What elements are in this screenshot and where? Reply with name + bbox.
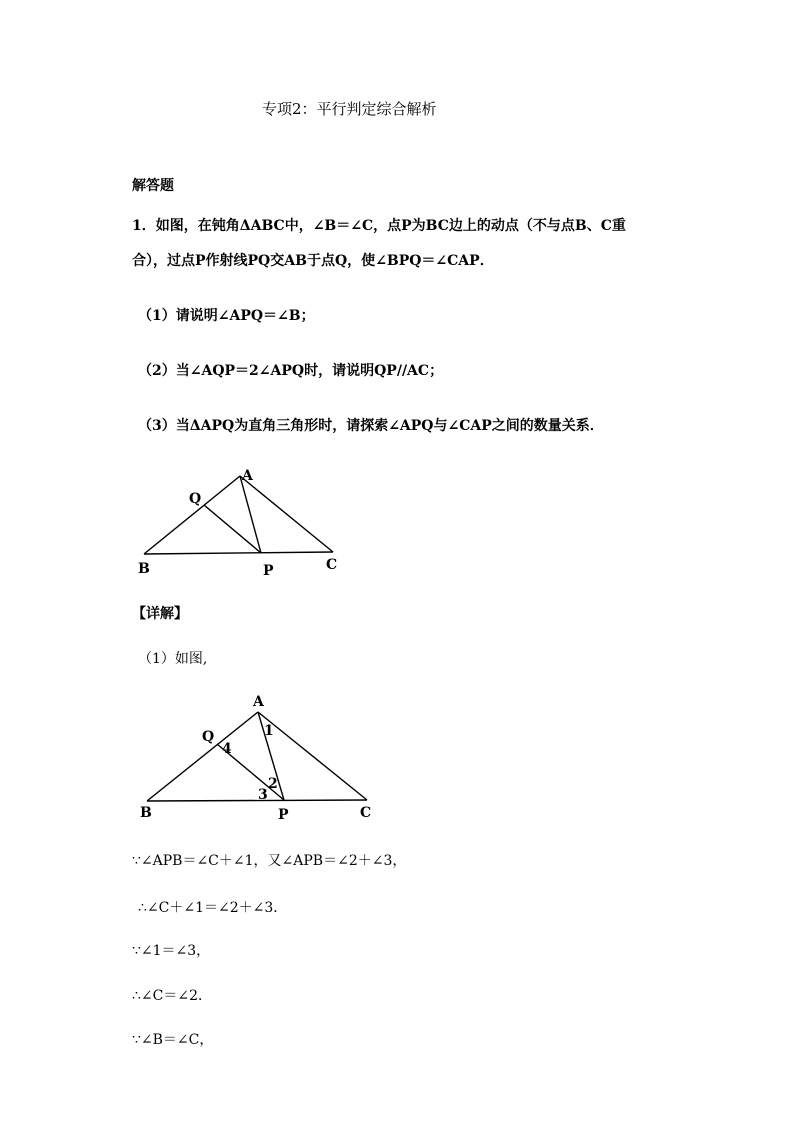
segment-qp bbox=[204, 505, 261, 553]
solution-figure bbox=[130, 690, 390, 825]
problem-line-1: 1．如图，在钝角ΔABC中，∠B＝∠C，点P为BC边上的动点（不与点B、C重 bbox=[132, 218, 626, 234]
problem-figure bbox=[130, 462, 360, 587]
angle-label-4: 4 bbox=[222, 741, 232, 757]
angle-label-2: 2 bbox=[268, 776, 278, 792]
segment-ab bbox=[147, 712, 258, 801]
label-q: Q bbox=[189, 491, 202, 507]
label-c: C bbox=[326, 557, 338, 573]
angle-label-3: 3 bbox=[258, 787, 268, 803]
segment-bc bbox=[147, 800, 367, 801]
solution-step-2: ∴∠C＋∠1＝∠2＋∠3． bbox=[138, 900, 288, 916]
solution-step-5: ∵∠B＝∠C， bbox=[132, 1032, 214, 1048]
label-q: Q bbox=[202, 729, 215, 745]
label-a: A bbox=[253, 694, 264, 710]
problem-part-3: （3）当ΔAPQ为直角三角形时，请探索∠APQ与∠CAP之间的数量关系． bbox=[138, 418, 604, 434]
segment-bc bbox=[144, 552, 333, 554]
label-c: C bbox=[360, 805, 372, 821]
problem-line-2: 合），过点P作射线PQ交AB于点Q，使∠BPQ＝∠CAP． bbox=[132, 253, 494, 269]
label-p: P bbox=[278, 807, 289, 823]
label-a: A bbox=[242, 468, 253, 484]
problem-part-2: （2）当∠AQP＝2∠APQ时，请说明QP//AC； bbox=[138, 363, 444, 379]
segment-ac bbox=[240, 476, 333, 552]
solution-step-3: ∵∠1＝∠3， bbox=[132, 943, 211, 959]
label-b: B bbox=[138, 561, 150, 577]
label-b: B bbox=[140, 805, 152, 821]
solution-heading: 【详解】 bbox=[132, 606, 188, 622]
segment-ap bbox=[240, 476, 261, 553]
problem-part-1: （1）请说明∠APQ＝∠B； bbox=[138, 308, 315, 324]
section-heading: 解答题 bbox=[132, 178, 174, 194]
solution-step-4: ∴∠C＝∠2． bbox=[132, 988, 212, 1004]
solution-step-1: ∵∠APB＝∠C＋∠1，又∠APB＝∠2＋∠3， bbox=[132, 853, 407, 869]
page-title: 专项2：平行判定综合解析 bbox=[262, 100, 437, 118]
angle-label-1: 1 bbox=[264, 723, 274, 739]
segment-ab bbox=[144, 476, 240, 554]
solution-intro: （1）如图, bbox=[138, 651, 208, 667]
label-p: P bbox=[263, 563, 274, 579]
